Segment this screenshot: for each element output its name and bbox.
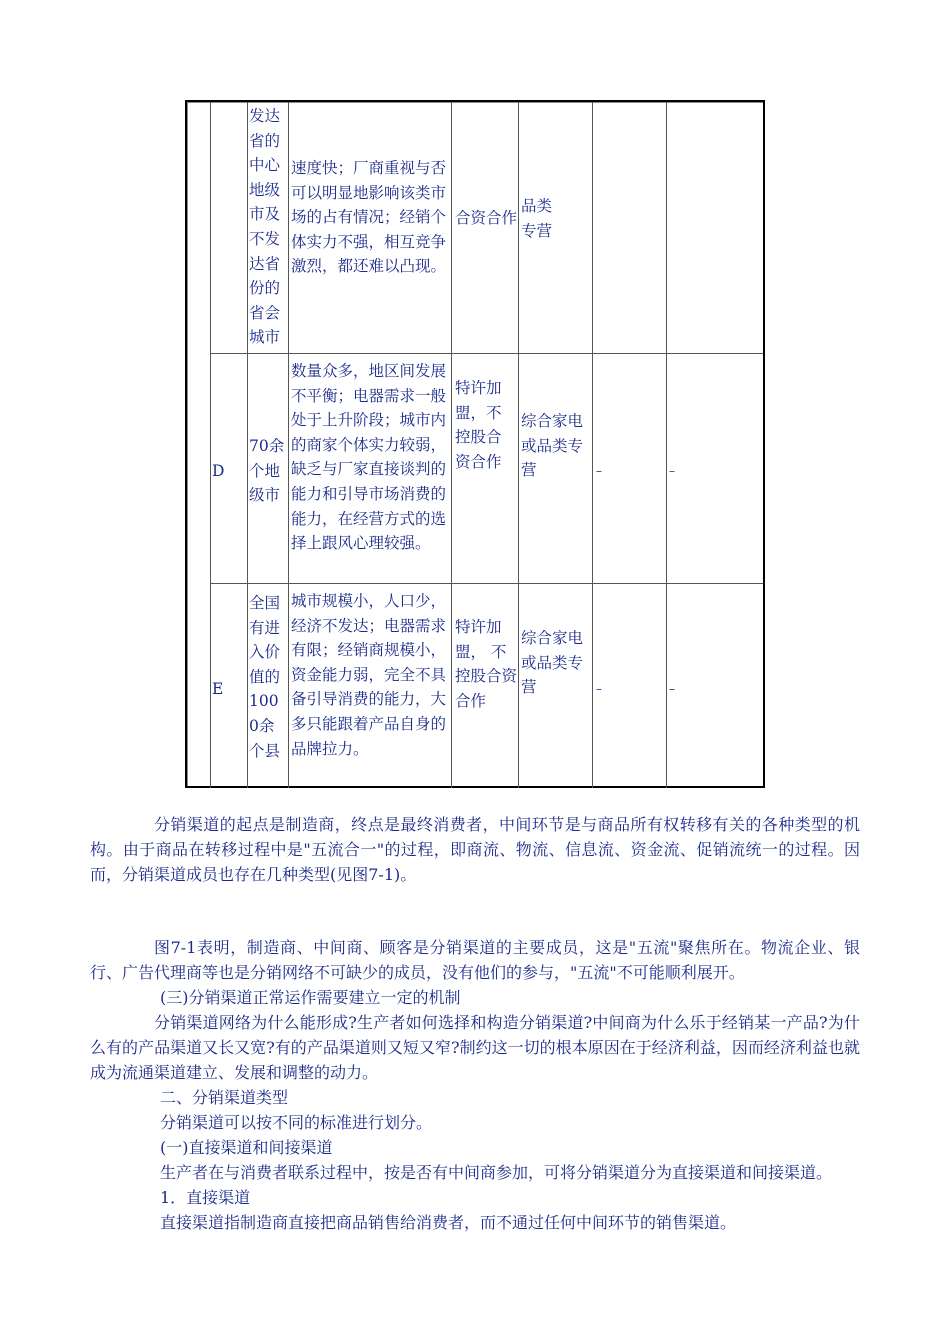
table-cell-empty: –: [669, 464, 675, 478]
table-cell-operation: 品类专营: [521, 197, 553, 240]
paragraph: 分销渠道的起点是制造商，终点是最终消费者，中间环节是与商品所有权转移有关的各种类型的机构。由于商品在转移过程中是"五流合一"的过程，即商流、物流、信息流、资金流、促销流统一的过程。因而，分销渠道成员也存在几种类型(见图7-1)。: [90, 815, 860, 884]
table-divider: [210, 583, 763, 584]
table-divider: [247, 102, 248, 788]
paragraph: 图7-1表明，制造商、中间商、顾客是分销渠道的主要成员，这是"五流"聚焦所在。物流企业、银行、广告代理商等也是分销网络不可缺少的成员，没有他们的参与，"五流"不可能顺利展开。: [90, 938, 860, 982]
channel-table: [185, 100, 765, 788]
table-divider: [592, 102, 593, 788]
table-cell-empty: –: [669, 682, 675, 696]
paragraph: 分销渠道网络为什么能形成?生产者如何选择和构造分销渠道?中间商为什么乐于经销某一产品?为什么有的产品渠道又长又宽?有的产品渠道则又短又窄?制约这一切的根本原因在于经济利益，因而经济利益也就成为流通渠道建立、发展和调整的动力。: [90, 1013, 860, 1082]
table-divider: [451, 102, 452, 788]
paragraph: 直接渠道指制造商直接把商品销售给消费者，而不通过任何中间环节的销售渠道。: [160, 1213, 737, 1232]
table-cell-features: 城市规模小，人口少，经济不发达；电器需求有限；经销商规模小，资金能力弱，完全不具备引导消费的能力，大多只能跟着产品自身的品牌拉力。: [291, 592, 447, 758]
section-heading: 1．直接渠道: [160, 1188, 251, 1207]
section-heading: (一)直接渠道和间接渠道: [160, 1138, 333, 1157]
table-cell-features: 数量众多，地区间发展不平衡；电器需求一般处于上升阶段；城市内的商家个体实力较弱，缺乏与厂家直接谈判的能力和引导市场消费的能力，在经营方式的选择上跟风心理较强。: [291, 362, 447, 553]
section-heading: 二、分销渠道类型: [160, 1088, 289, 1107]
table-cell-scope: 全国有进入价值的1000余个县: [249, 594, 281, 760]
table-cell-scope: 发达省的中心地级市及不发达省份的省会城市: [249, 107, 281, 347]
table-cell-operation: 综合家电 或品类专营: [521, 412, 584, 480]
paragraph: 生产者在与消费者联系过程中，按是否有中间商参加，可将分销渠道分为直接渠道和间接渠道。: [160, 1163, 833, 1182]
table-cell-cooperation: 特许加盟，不控股合资合作: [455, 379, 502, 471]
section-heading: (三)分销渠道正常运作需要建立一定的机制: [160, 988, 461, 1007]
table-cell-cooperation: 特许加盟， 不 控股合资合作: [455, 618, 517, 710]
table-cell-operation: 综合家电 或品类专营: [521, 629, 584, 697]
table-divider: [210, 353, 763, 354]
table-cell-scope: 70余个地级市: [249, 437, 285, 505]
table-divider: [666, 102, 667, 788]
table-cell-empty: –: [596, 682, 602, 696]
table-divider: [518, 102, 519, 788]
table-cell-empty: –: [596, 464, 602, 478]
table-cell-cooperation: 合资合作: [455, 209, 517, 227]
paragraph: 分销渠道可以按不同的标准进行划分。: [160, 1113, 433, 1132]
table-cell-grade: E: [212, 680, 224, 698]
table-cell-grade: D: [212, 462, 225, 480]
table-divider: [288, 102, 289, 788]
table-divider: [210, 102, 211, 788]
table-cell-features: 速度快；厂商重视与否可以明显地影响该类市场的占有情况；经销个体实力不强，相互竞争激烈，都还难以凸现。: [291, 159, 447, 276]
